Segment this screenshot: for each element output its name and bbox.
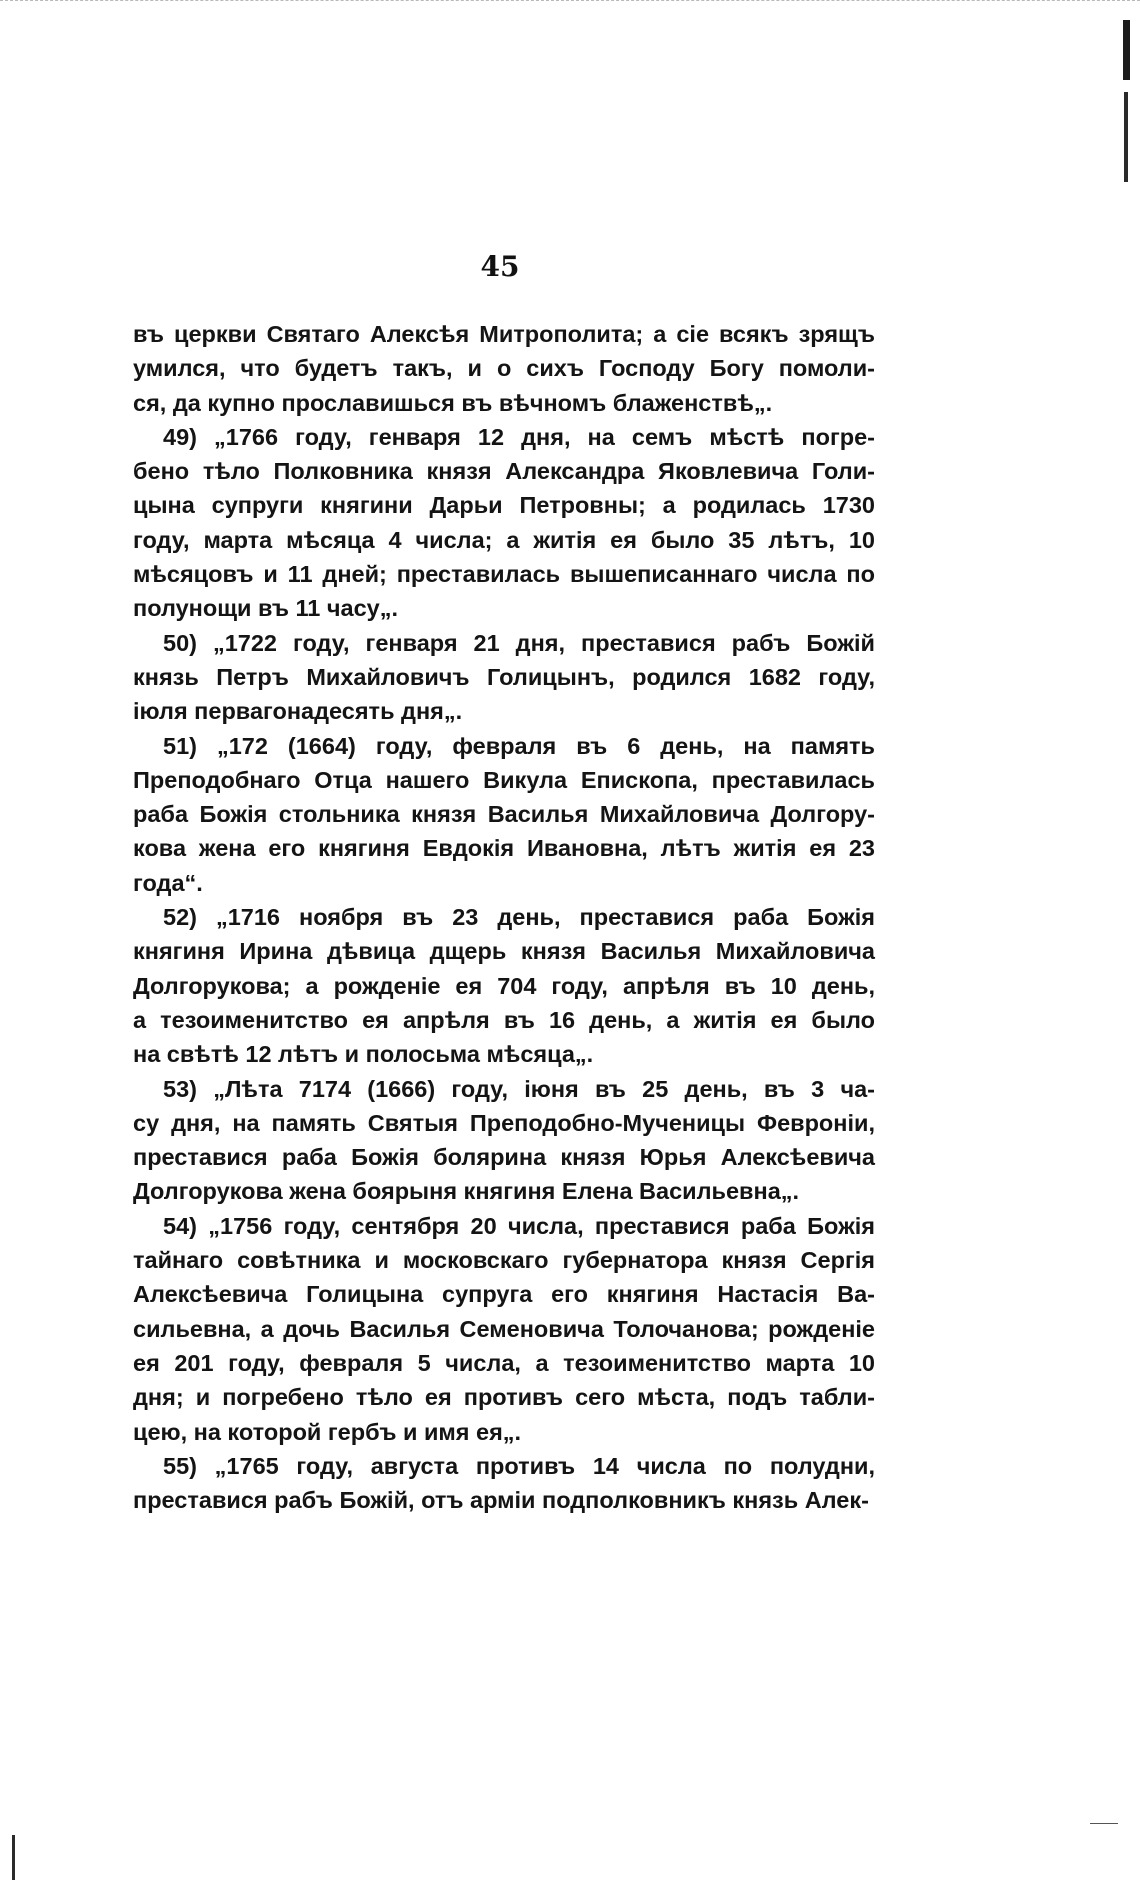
text-line: а тезоименитство ея апрѣля въ 16 день, а житія ея было (133, 1006, 875, 1033)
paragraph (133, 1072, 875, 1209)
text-line: преставися рабъ Божій, отъ арміи подполковникъ князь Алек- (133, 1487, 869, 1514)
paragraph (133, 1209, 875, 1449)
text-line: 51) „172 (1664) году, февраля въ 6 день, на память (163, 732, 875, 759)
text-line: 49) „1766 году, генваря 12 дня, на семъ мѣстѣ погре- (163, 423, 875, 450)
text-line: 54) „1756 году, сентября 20 числа, преставися раба Божія (163, 1212, 875, 1239)
text-line: цына супруги княгини Дарьи Петровны; а родилась 1730 (133, 492, 875, 519)
paragraph (133, 317, 875, 420)
text-line: кова жена его княгиня Евдокія Ивановна, лѣтъ житія ея 23 (133, 835, 875, 862)
text-line: полунощи въ 11 часу„. (133, 595, 399, 622)
text-line: Преподобнаго Отца нашего Викула Епископа, преставилась (133, 766, 875, 793)
text-line: 53) „Лѣта 7174 (1666) году, іюня въ 25 день, въ 3 ча- (163, 1075, 875, 1102)
text-line: преставися раба Божія болярина князя Юрья Алексѣевича (133, 1144, 875, 1171)
text-line: раба Божія стольника князя Василья Михайловича Долгору- (133, 801, 875, 828)
text-line: на свѣтѣ 12 лѣтъ и полосьма мѣсяца„. (133, 1041, 594, 1068)
text-line: ся, да купно прославишься въ вѣчномъ блаженствѣ„. (133, 389, 773, 416)
text-line: Алексѣевича Голицына супруга его княгиня Настасія Ва- (133, 1281, 875, 1308)
scan-margin-mark (1123, 20, 1130, 80)
body-text (133, 317, 875, 1517)
scan-margin-mark (12, 1835, 15, 1880)
text-line: тайнаго совѣтника и московскаго губернатора князя Сергія (133, 1247, 875, 1274)
page-number: 45 (480, 250, 520, 283)
text-line: году, марта мѣсяца 4 числа; а житія ея было 35 лѣтъ, 10 (133, 526, 875, 553)
text-line: 55) „1765 году, августа противъ 14 числа по полудни, (163, 1452, 875, 1479)
text-line: 52) „1716 ноября въ 23 день, преставися раба Божія (163, 904, 875, 931)
text-line: Долгорукова; а рожденіе ея 704 году, апрѣля въ 10 день, (133, 972, 875, 999)
text-line: цею, на которой гербъ и имя ея„. (133, 1418, 522, 1445)
text-line: бено тѣло Полковника князя Александра Яковлевича Голи- (133, 458, 875, 485)
text-line: княгиня Ирина дѣвица дщерь князя Василья Михайловича (133, 938, 875, 965)
text-line: мѣсяцовъ и 11 дней; преставилась вышеписаннаго числа по (133, 561, 875, 588)
paragraph (133, 420, 875, 626)
text-line: умился, что будетъ такъ, и о сихъ Господу Богу помоли- (133, 355, 875, 382)
text-line: дня; и погребено тѣло ея противъ сего мѣста, подъ табли- (133, 1384, 875, 1411)
text-line: ея 201 году, февраля 5 числа, а тезоименитство марта 10 (133, 1349, 875, 1376)
text-line: Долгорукова жена боярыня княгиня Елена Васильевна„. (133, 1178, 800, 1205)
text-line: су дня, на память Святыя Преподобно-Мученицы Февроніи, (133, 1109, 875, 1136)
text-line: года“. (133, 869, 203, 896)
paragraph (133, 729, 875, 900)
text-line: 50) „1722 году, генваря 21 дня, преставися рабъ Божій (163, 629, 875, 656)
text-line: князь Петръ Михайловичъ Голицынъ, родился 1682 году, (133, 663, 875, 690)
text-line: въ церкви Святаго Алексѣя Митрополита; а сіе всякъ зрящъ (133, 321, 875, 347)
scan-margin-mark (1090, 1823, 1118, 1824)
paragraph (133, 626, 875, 729)
scan-margin-mark (1124, 92, 1128, 182)
text-line: сильевна, а дочь Василья Семеновича Толочанова; рожденіе (133, 1315, 875, 1342)
text-line: іюля первагонадесять дня„. (133, 698, 463, 725)
paragraph (133, 900, 875, 1071)
scan-top-edge (0, 0, 1140, 7)
paragraph (133, 1449, 875, 1518)
